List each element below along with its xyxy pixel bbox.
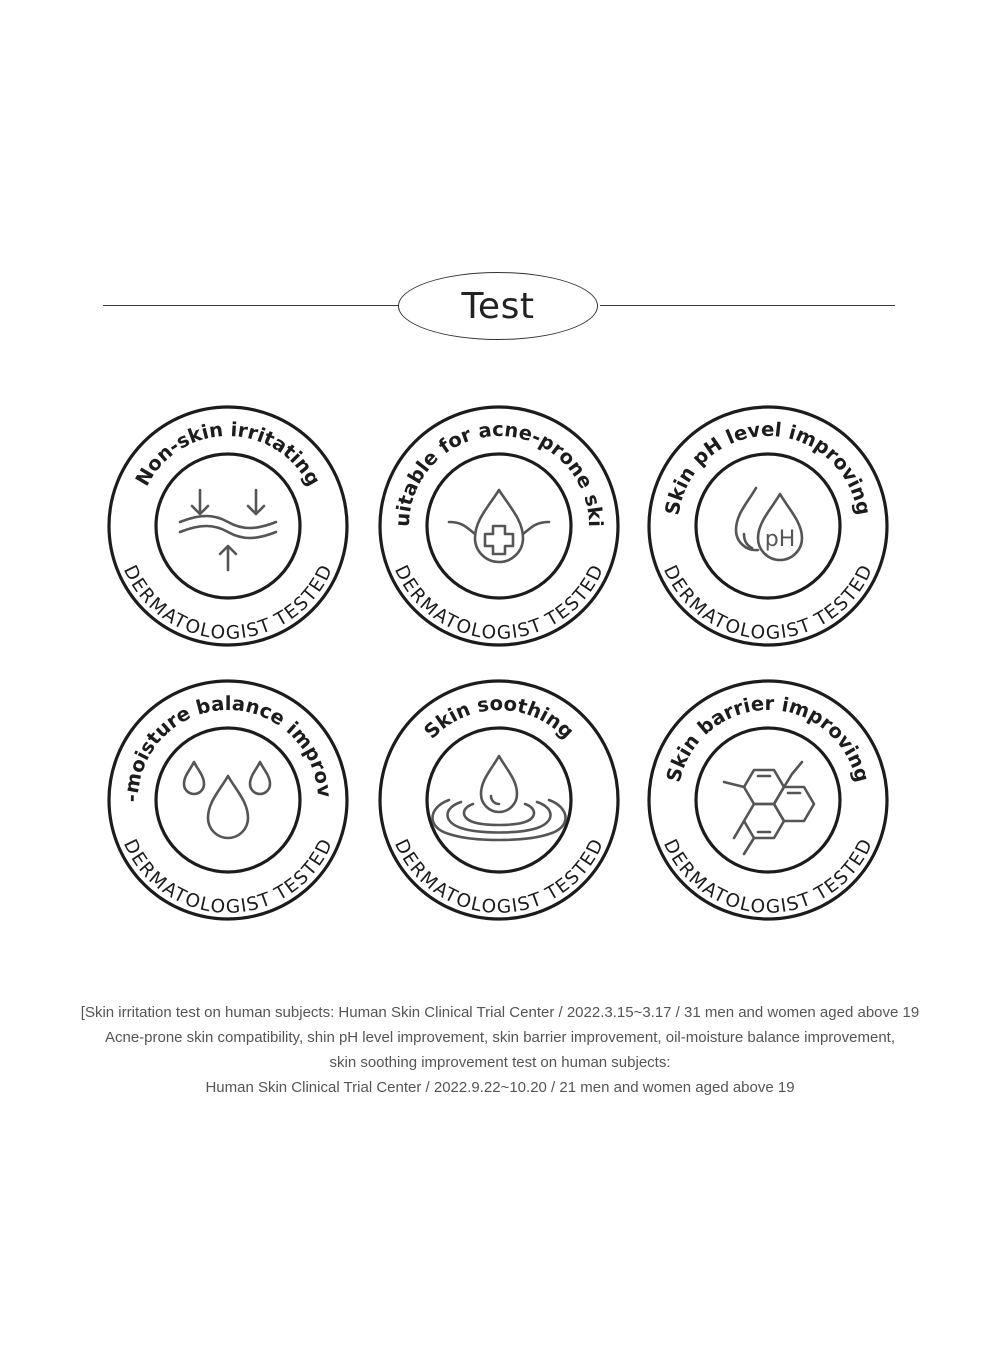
ph-drops-icon bbox=[736, 488, 802, 560]
badge-top-label: Skin soothing bbox=[419, 691, 579, 744]
test-footnote bbox=[0, 1000, 1000, 1100]
badge-bottom-label: DERMATOLOGIST TESTED bbox=[659, 562, 877, 645]
three-drops-icon bbox=[184, 762, 270, 838]
footnote-line-4: Human Skin Clinical Trial Center / 2022.9.22~10.20 / 21 men and women aged above 19 bbox=[205, 1079, 795, 1096]
section-header bbox=[0, 272, 1000, 342]
badge-top-label: Skin barrier improving bbox=[661, 691, 875, 785]
badge-bottom-label: DERMATOLOGIST TESTED bbox=[119, 562, 337, 645]
badge-top-label: Suitable for acne-prone skin bbox=[369, 386, 608, 528]
section-title: Test bbox=[461, 285, 535, 327]
ph-label: pH bbox=[764, 527, 796, 552]
badge-acne-prone bbox=[369, 386, 621, 648]
badge-skin-barrier bbox=[646, 678, 890, 922]
acne-drop-cross-icon bbox=[449, 490, 549, 562]
badge-non-skin-irritating bbox=[106, 404, 350, 648]
footnote-line-2: Acne-prone skin compatibility, shin pH level improvement, skin barrier improvement, oil-moisture balance improvement, bbox=[104, 1029, 896, 1046]
header-ellipse bbox=[398, 272, 598, 340]
footnote-line-3: skin soothing improvement test on human subjects: bbox=[329, 1054, 671, 1071]
badge-top-label: Non-skin irritating bbox=[130, 417, 326, 490]
hexagon-molecule-icon bbox=[724, 762, 814, 854]
drop-ripple-icon bbox=[433, 756, 566, 840]
header-divider-left bbox=[103, 305, 399, 306]
badge-oil-moisture bbox=[97, 660, 350, 922]
skin-irritation-icon bbox=[180, 490, 276, 570]
header-divider-right bbox=[600, 305, 895, 306]
badge-bottom-label: DERMATOLOGIST TESTED bbox=[659, 836, 877, 919]
badge-ph-level bbox=[646, 404, 890, 648]
badge-bottom-label: DERMATOLOGIST TESTED bbox=[390, 836, 608, 919]
badge-skin-soothing bbox=[377, 678, 621, 922]
badge-top-label: Skin pH level improving bbox=[660, 417, 876, 517]
badge-top-label: Oil-moisture balance improving bbox=[97, 660, 337, 803]
badge-bottom-label: DERMATOLOGIST TESTED bbox=[390, 562, 608, 645]
badge-bottom-label: DERMATOLOGIST TESTED bbox=[119, 836, 337, 919]
footnote-line-1: [Skin irritation test on human subjects: Human Skin Clinical Trial Center / 2022.3.15~3.17 / 31 men and women aged above 19 bbox=[80, 1004, 920, 1021]
